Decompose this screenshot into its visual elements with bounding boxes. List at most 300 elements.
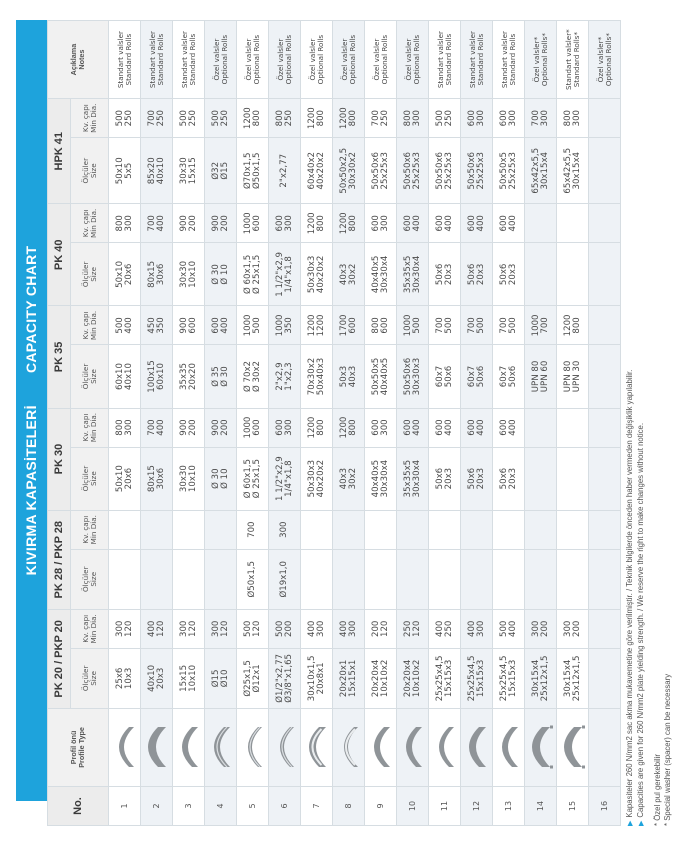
notes-cell: Standart valsler Standard Rolls (109, 21, 141, 99)
min-dia-cell (557, 408, 589, 447)
size-cell (589, 345, 621, 408)
row-number: 9 (365, 786, 397, 825)
notes-cell: Özel valsler Optional Rolls (333, 21, 365, 99)
profile-shape-icon (272, 724, 298, 770)
title-tr: KIVIRMA KAPASİTELERİ (23, 405, 39, 576)
table-row (589, 21, 621, 826)
min-dia-cell (205, 510, 237, 549)
row-number: 11 (429, 786, 461, 825)
size-cell: Ø 60x1,5 Ø 25x1,5 (237, 243, 269, 306)
min-dia-cell (589, 609, 621, 648)
profile-type-cell (365, 708, 397, 786)
size-cell: 1 1/2"x2,9 1/4"x1,8 (269, 243, 301, 306)
col-header-size: Ölçüler Size (71, 345, 109, 408)
min-dia-cell: 900 200 (205, 204, 237, 243)
size-cell: 2"x2,9 1"x2,3 (269, 345, 301, 408)
min-dia-cell: 900 200 (173, 204, 205, 243)
size-cell: 50x50x5 40x40x5 (365, 345, 397, 408)
size-cell: 50x6 20x3 (461, 447, 493, 510)
size-cell: 35x35 20x20 (173, 345, 205, 408)
profile-type-cell (109, 708, 141, 786)
col-header-min-dia: Kv. çapı Min Dia. (71, 510, 109, 549)
size-cell: 30x30 10x10 (173, 243, 205, 306)
col-header-size: Ölçüler Size (71, 447, 109, 510)
size-cell (589, 648, 621, 708)
min-dia-cell: 700 300 (525, 99, 557, 138)
table-row (365, 21, 397, 826)
table-row (141, 21, 173, 826)
min-dia-cell: 300 120 (205, 609, 237, 648)
notes-cell: Özel valsler* Optional Rolls* (525, 21, 557, 99)
min-dia-cell: 1000 500 (237, 306, 269, 345)
size-cell: 35x35x5 30x30x4 (397, 243, 429, 306)
min-dia-cell: 500 400 (109, 306, 141, 345)
min-dia-cell: 1200 800 (301, 408, 333, 447)
size-cell: 70x30x2 50x40x3 (301, 345, 333, 408)
group-pk30: PK 30 (48, 408, 71, 510)
notes-cell: Özel valsler Optional Rolls (269, 21, 301, 99)
size-cell (557, 549, 589, 609)
size-cell: 60x7 50x6 (493, 345, 525, 408)
min-dia-cell: 600 400 (397, 204, 429, 243)
min-dia-cell: 400 300 (461, 609, 493, 648)
profile-type-cell (333, 708, 365, 786)
table-row (461, 21, 493, 826)
size-cell: 50x30x3 40x20x2 (301, 447, 333, 510)
min-dia-cell: 300 200 (557, 609, 589, 648)
min-dia-cell: 1200 800 (333, 99, 365, 138)
size-cell: Ø 30 Ø 10 (205, 447, 237, 510)
min-dia-cell (141, 510, 173, 549)
notes-cell: Özel valsler Optional Rolls (365, 21, 397, 99)
size-cell: 50x6 20x3 (429, 243, 461, 306)
row-number: 2 (141, 786, 173, 825)
min-dia-cell (525, 204, 557, 243)
table-row (173, 21, 205, 826)
size-cell (205, 549, 237, 609)
size-cell: 25x25x4,5 15x15x3 (493, 648, 525, 708)
col-header-profile: Profil önü Profile Type (48, 708, 109, 786)
capacity-table (47, 20, 621, 826)
size-cell: 40x3 30x2 (333, 243, 365, 306)
size-cell: Ø70x1,5 Ø50x1,5 (237, 138, 269, 204)
size-cell: 50x50x6 25x25x3 (429, 138, 461, 204)
size-cell: 50x50x6 30x30x3 (397, 345, 429, 408)
min-dia-cell: 600 400 (461, 408, 493, 447)
profile-shape-icon (528, 724, 554, 770)
size-cell: Ø1/2"x2,77 Ø3/8"x1,65 (269, 648, 301, 708)
min-dia-cell: 700 500 (493, 306, 525, 345)
size-cell: Ø32 Ø15 (205, 138, 237, 204)
size-cell: 30x30 10x10 (173, 447, 205, 510)
notes-cell: Özel valsler* Optional Rolls* (589, 21, 621, 99)
table-body (109, 21, 621, 826)
size-cell: 50x50x6 25x25x3 (397, 138, 429, 204)
size-cell: 30x10x1,5 20x8x1 (301, 648, 333, 708)
size-cell (333, 549, 365, 609)
profile-type-cell (301, 708, 333, 786)
profile-shape-icon (432, 724, 458, 770)
min-dia-cell: 800 300 (109, 204, 141, 243)
size-cell: 35x35x5 30x30x4 (397, 447, 429, 510)
size-cell (141, 549, 173, 609)
size-cell (525, 549, 557, 609)
min-dia-cell: 600 300 (365, 408, 397, 447)
row-number: 8 (333, 786, 365, 825)
min-dia-cell (589, 408, 621, 447)
profile-type-cell (173, 708, 205, 786)
min-dia-cell: 700 250 (141, 99, 173, 138)
table-row (301, 21, 333, 826)
min-dia-cell: 1000 600 (237, 204, 269, 243)
profile-shape-icon (240, 724, 266, 770)
table-row (557, 21, 589, 826)
footnotes (625, 20, 673, 826)
profile-type-cell (461, 708, 493, 786)
notes-cell: Özel valsler Optional Rolls (301, 21, 333, 99)
size-cell: 60x40x2 40x20x2 (301, 138, 333, 204)
size-cell: 60x7 50x6 (461, 345, 493, 408)
size-cell: 80x15 30x6 (141, 243, 173, 306)
footnote-4: * Special washer (spacer) can be necessary (663, 673, 672, 826)
min-dia-cell (557, 204, 589, 243)
size-cell: 50x10 20x6 (109, 243, 141, 306)
size-cell (365, 549, 397, 609)
min-dia-cell: 250 120 (397, 609, 429, 648)
profile-shape-icon (112, 724, 138, 770)
size-cell: 30x15x4 25x12x1,5 (557, 648, 589, 708)
size-cell: 40x40x5 30x30x4 (365, 447, 397, 510)
size-cell: 85x20 40x10 (141, 138, 173, 204)
col-header-no: No. (48, 786, 109, 825)
min-dia-cell (589, 306, 621, 345)
profile-shape-icon (592, 724, 618, 770)
min-dia-cell: 500 200 (269, 609, 301, 648)
min-dia-cell (557, 510, 589, 549)
min-dia-cell: 600 400 (205, 306, 237, 345)
col-header-min-dia: Kv. çapı Min Dia. (71, 204, 109, 243)
group-hpk41: HPK 41 (48, 99, 71, 204)
size-cell: 25x25x4,5 15x15x3 (461, 648, 493, 708)
size-cell: 15x15 10x10 (173, 648, 205, 708)
profile-shape-icon (208, 724, 234, 770)
size-cell: Ø50x1,5 (237, 549, 269, 609)
size-cell: 50x50x6 25x25x3 (365, 138, 397, 204)
min-dia-cell: 200 120 (365, 609, 397, 648)
min-dia-cell: 1200 800 (237, 99, 269, 138)
min-dia-cell: 400 120 (141, 609, 173, 648)
col-header-min-dia: Kv. çapı Min Dia. (71, 99, 109, 138)
title-en: CAPACITY CHART (23, 245, 39, 374)
size-cell: Ø19x1,0 (269, 549, 301, 609)
group-pk28: PK 28 / PKP 28 (48, 510, 71, 609)
col-header-notes: Açıklama Notes (48, 21, 109, 99)
min-dia-cell: 1200 1200 (301, 306, 333, 345)
row-number: 12 (461, 786, 493, 825)
min-dia-cell (589, 510, 621, 549)
size-cell (589, 447, 621, 510)
min-dia-cell: 400 300 (301, 609, 333, 648)
profile-type-cell (269, 708, 301, 786)
profile-shape-icon (144, 724, 170, 770)
size-cell (429, 549, 461, 609)
row-number: 15 (557, 786, 589, 825)
table-row (205, 21, 237, 826)
profile-shape-icon (464, 724, 490, 770)
min-dia-cell: 700 500 (429, 306, 461, 345)
size-cell: 25x25x4,5 15x15x3 (429, 648, 461, 708)
size-cell: 50x6 20x3 (429, 447, 461, 510)
notes-cell: Standart valsler* Standard Rolls* (557, 21, 589, 99)
notes-cell: Standart valsler Standard Rolls (461, 21, 493, 99)
table-row (525, 21, 557, 826)
size-cell: 20x20x1 15x15x1 (333, 648, 365, 708)
min-dia-cell: 800 300 (109, 408, 141, 447)
size-cell: Ø 60x1,5 Ø 25x1,5 (237, 447, 269, 510)
min-dia-cell: 800 250 (269, 99, 301, 138)
min-dia-cell: 500 250 (429, 99, 461, 138)
group-pk35: PK 35 (48, 306, 71, 408)
min-dia-cell: 700 250 (365, 99, 397, 138)
notes-cell: Özel valsler Optional Rolls (237, 21, 269, 99)
min-dia-cell: 1200 800 (333, 408, 365, 447)
size-cell: 20x20x4 10x10x2 (397, 648, 429, 708)
min-dia-cell (333, 510, 365, 549)
min-dia-cell: 900 600 (173, 306, 205, 345)
group-pk20: PK 20 / PKP 20 (48, 609, 71, 708)
row-number: 7 (301, 786, 333, 825)
min-dia-cell: 1700 600 (333, 306, 365, 345)
min-dia-cell (429, 510, 461, 549)
profile-shape-icon (304, 724, 330, 770)
sub-header-row (71, 21, 109, 826)
profile-type-cell (525, 708, 557, 786)
min-dia-cell: 600 400 (493, 204, 525, 243)
min-dia-cell: 600 400 (461, 204, 493, 243)
min-dia-cell: 600 400 (429, 408, 461, 447)
notes-cell: Standart valsler Standard Rolls (141, 21, 173, 99)
size-cell: 50x10 20x6 (109, 447, 141, 510)
size-cell (525, 243, 557, 306)
min-dia-cell: 1000 700 (525, 306, 557, 345)
size-cell: UPN 80 UPN 30 (557, 345, 589, 408)
min-dia-cell: 300 120 (109, 609, 141, 648)
profile-type-cell (429, 708, 461, 786)
row-number: 10 (397, 786, 429, 825)
col-header-size: Ölçüler Size (71, 549, 109, 609)
size-cell: 50x6 20x3 (493, 243, 525, 306)
row-number: 6 (269, 786, 301, 825)
size-cell (589, 549, 621, 609)
profile-type-cell (397, 708, 429, 786)
size-cell (301, 549, 333, 609)
notes-cell: Standart valsler Standard Rolls (429, 21, 461, 99)
profile-shape-icon (368, 724, 394, 770)
profile-shape-icon (336, 724, 362, 770)
size-cell: 30x30 15x15 (173, 138, 205, 204)
min-dia-cell (397, 510, 429, 549)
size-cell: 30x15x4 25x12x1,5 (525, 648, 557, 708)
min-dia-cell (461, 510, 493, 549)
col-header-min-dia: Kv. çapı Min Dia. (71, 408, 109, 447)
size-cell: 40x3 30x2 (333, 447, 365, 510)
table-row (269, 21, 301, 826)
min-dia-cell: 700 (237, 510, 269, 549)
min-dia-cell: 450 350 (141, 306, 173, 345)
size-cell (589, 138, 621, 204)
size-cell: 65x42x5,5 30x15x4 (525, 138, 557, 204)
min-dia-cell: 300 (269, 510, 301, 549)
size-cell: 50x50x5 25x25x3 (493, 138, 525, 204)
min-dia-cell: 700 400 (141, 408, 173, 447)
footnote-2: ▶Capacities are given for 260 N/mm2 plate yielding strength. / We reserve the right to make changes without notice. (636, 422, 645, 826)
min-dia-cell (173, 510, 205, 549)
min-dia-cell: 600 400 (493, 408, 525, 447)
size-cell (589, 243, 621, 306)
notes-cell: Standart valsler Standard Rolls (173, 21, 205, 99)
min-dia-cell: 800 300 (557, 99, 589, 138)
profile-shape-icon (400, 724, 426, 770)
group-pk40: PK 40 (48, 204, 71, 306)
profile-shape-icon (496, 724, 522, 770)
title-bar (16, 20, 47, 801)
min-dia-cell: 1200 800 (301, 99, 333, 138)
size-cell: 25x6 10x3 (109, 648, 141, 708)
size-cell (557, 447, 589, 510)
size-cell: 80x15 30x6 (141, 447, 173, 510)
size-cell: 40x10 20x3 (141, 648, 173, 708)
row-number: 4 (205, 786, 237, 825)
min-dia-cell: 600 300 (461, 99, 493, 138)
size-cell: Ø 35 Ø 30 (205, 345, 237, 408)
col-header-size: Ölçüler Size (71, 138, 109, 204)
min-dia-cell: 400 300 (333, 609, 365, 648)
min-dia-cell: 700 500 (461, 306, 493, 345)
size-cell (557, 243, 589, 306)
min-dia-cell: 900 200 (205, 408, 237, 447)
min-dia-cell: 1200 800 (333, 204, 365, 243)
min-dia-cell: 1200 800 (557, 306, 589, 345)
min-dia-cell: 500 400 (493, 609, 525, 648)
size-cell: Ø 70x2 Ø 30x2 (237, 345, 269, 408)
row-number: 13 (493, 786, 525, 825)
profile-type-cell (141, 708, 173, 786)
size-cell: 40x40x5 30x30x4 (365, 243, 397, 306)
min-dia-cell: 600 300 (269, 204, 301, 243)
size-cell: 50x50x6 25x25x3 (461, 138, 493, 204)
profile-type-cell (237, 708, 269, 786)
min-dia-cell: 1000 600 (237, 408, 269, 447)
size-cell: 50x10 5x5 (109, 138, 141, 204)
table-row (397, 21, 429, 826)
min-dia-cell: 1000 350 (269, 306, 301, 345)
profile-type-cell (205, 708, 237, 786)
size-cell: Ø 30 Ø 10 (205, 243, 237, 306)
size-cell (109, 549, 141, 609)
size-cell: 60x7 50x6 (429, 345, 461, 408)
min-dia-cell: 600 400 (429, 204, 461, 243)
min-dia-cell: 600 300 (365, 204, 397, 243)
min-dia-cell (301, 510, 333, 549)
profile-type-cell (589, 708, 621, 786)
footnote-3: * Özel pul gerekebilir (653, 754, 662, 826)
size-cell (173, 549, 205, 609)
min-dia-cell: 600 400 (397, 408, 429, 447)
min-dia-cell (109, 510, 141, 549)
row-number: 1 (109, 786, 141, 825)
notes-cell: Özel valsler Optional Rolls (205, 21, 237, 99)
size-cell (525, 447, 557, 510)
arrow-icon: ▶ (627, 820, 634, 826)
min-dia-cell (365, 510, 397, 549)
size-cell: 20x20x4 10x10x2 (365, 648, 397, 708)
min-dia-cell (525, 408, 557, 447)
capacity-table-wrap (47, 20, 621, 826)
min-dia-cell: 800 600 (365, 306, 397, 345)
size-cell: 2"x2,77 (269, 138, 301, 204)
table-row (493, 21, 525, 826)
size-cell: 50x50x2,5 30x30x2 (333, 138, 365, 204)
size-cell: 50x6 20x3 (493, 447, 525, 510)
min-dia-cell (525, 510, 557, 549)
min-dia-cell (589, 99, 621, 138)
table-row (333, 21, 365, 826)
min-dia-cell: 500 250 (173, 99, 205, 138)
min-dia-cell: 300 120 (173, 609, 205, 648)
profile-type-cell (557, 708, 589, 786)
notes-cell: Özel valsler Optional Rolls (397, 21, 429, 99)
profile-type-cell (493, 708, 525, 786)
size-cell: 50x3 40x3 (333, 345, 365, 408)
size-cell: 60x10 40x10 (109, 345, 141, 408)
min-dia-cell: 300 200 (525, 609, 557, 648)
row-number: 16 (589, 786, 621, 825)
profile-shape-icon (560, 724, 586, 770)
min-dia-cell: 500 120 (237, 609, 269, 648)
min-dia-cell: 600 300 (493, 99, 525, 138)
row-number: 14 (525, 786, 557, 825)
min-dia-cell: 500 250 (109, 99, 141, 138)
row-number: 3 (173, 786, 205, 825)
size-cell: Ø25x1,5 Ø12x1 (237, 648, 269, 708)
col-header-min-dia: Kv. çapı Min Dia. (71, 609, 109, 648)
col-header-size: Ölçüler Size (71, 648, 109, 708)
min-dia-cell (493, 510, 525, 549)
size-cell: 1 1/2"x2,9 1/4"x1,8 (269, 447, 301, 510)
footnote-1: ▶Kapasiteler 260 N/mm2 sac akma mukavemetine göre verilmiştir. / Teknik bilgilerde önceden haber vermeden değişiklik yapılabilir. (625, 369, 634, 826)
table-row (237, 21, 269, 826)
profile-shape-icon (176, 724, 202, 770)
min-dia-cell: 900 200 (173, 408, 205, 447)
min-dia-cell (589, 204, 621, 243)
size-cell: Ø15 Ø10 (205, 648, 237, 708)
min-dia-cell: 600 300 (269, 408, 301, 447)
col-header-min-dia: Kv. çapı Min Dia. (71, 306, 109, 345)
min-dia-cell: 800 300 (397, 99, 429, 138)
notes-cell: Standart valsler Standard Rolls (493, 21, 525, 99)
min-dia-cell: 400 250 (429, 609, 461, 648)
size-cell: 100x15 60x10 (141, 345, 173, 408)
size-cell: 65x42x5,5 30x15x4 (557, 138, 589, 204)
min-dia-cell: 1200 800 (301, 204, 333, 243)
size-cell: 50x30x3 40x20x2 (301, 243, 333, 306)
arrow-icon: ▶ (638, 820, 645, 826)
size-cell (493, 549, 525, 609)
size-cell: 50x6 20x3 (461, 243, 493, 306)
min-dia-cell: 1000 500 (397, 306, 429, 345)
row-number: 5 (237, 786, 269, 825)
size-cell: UPN 80 UPN 60 (525, 345, 557, 408)
